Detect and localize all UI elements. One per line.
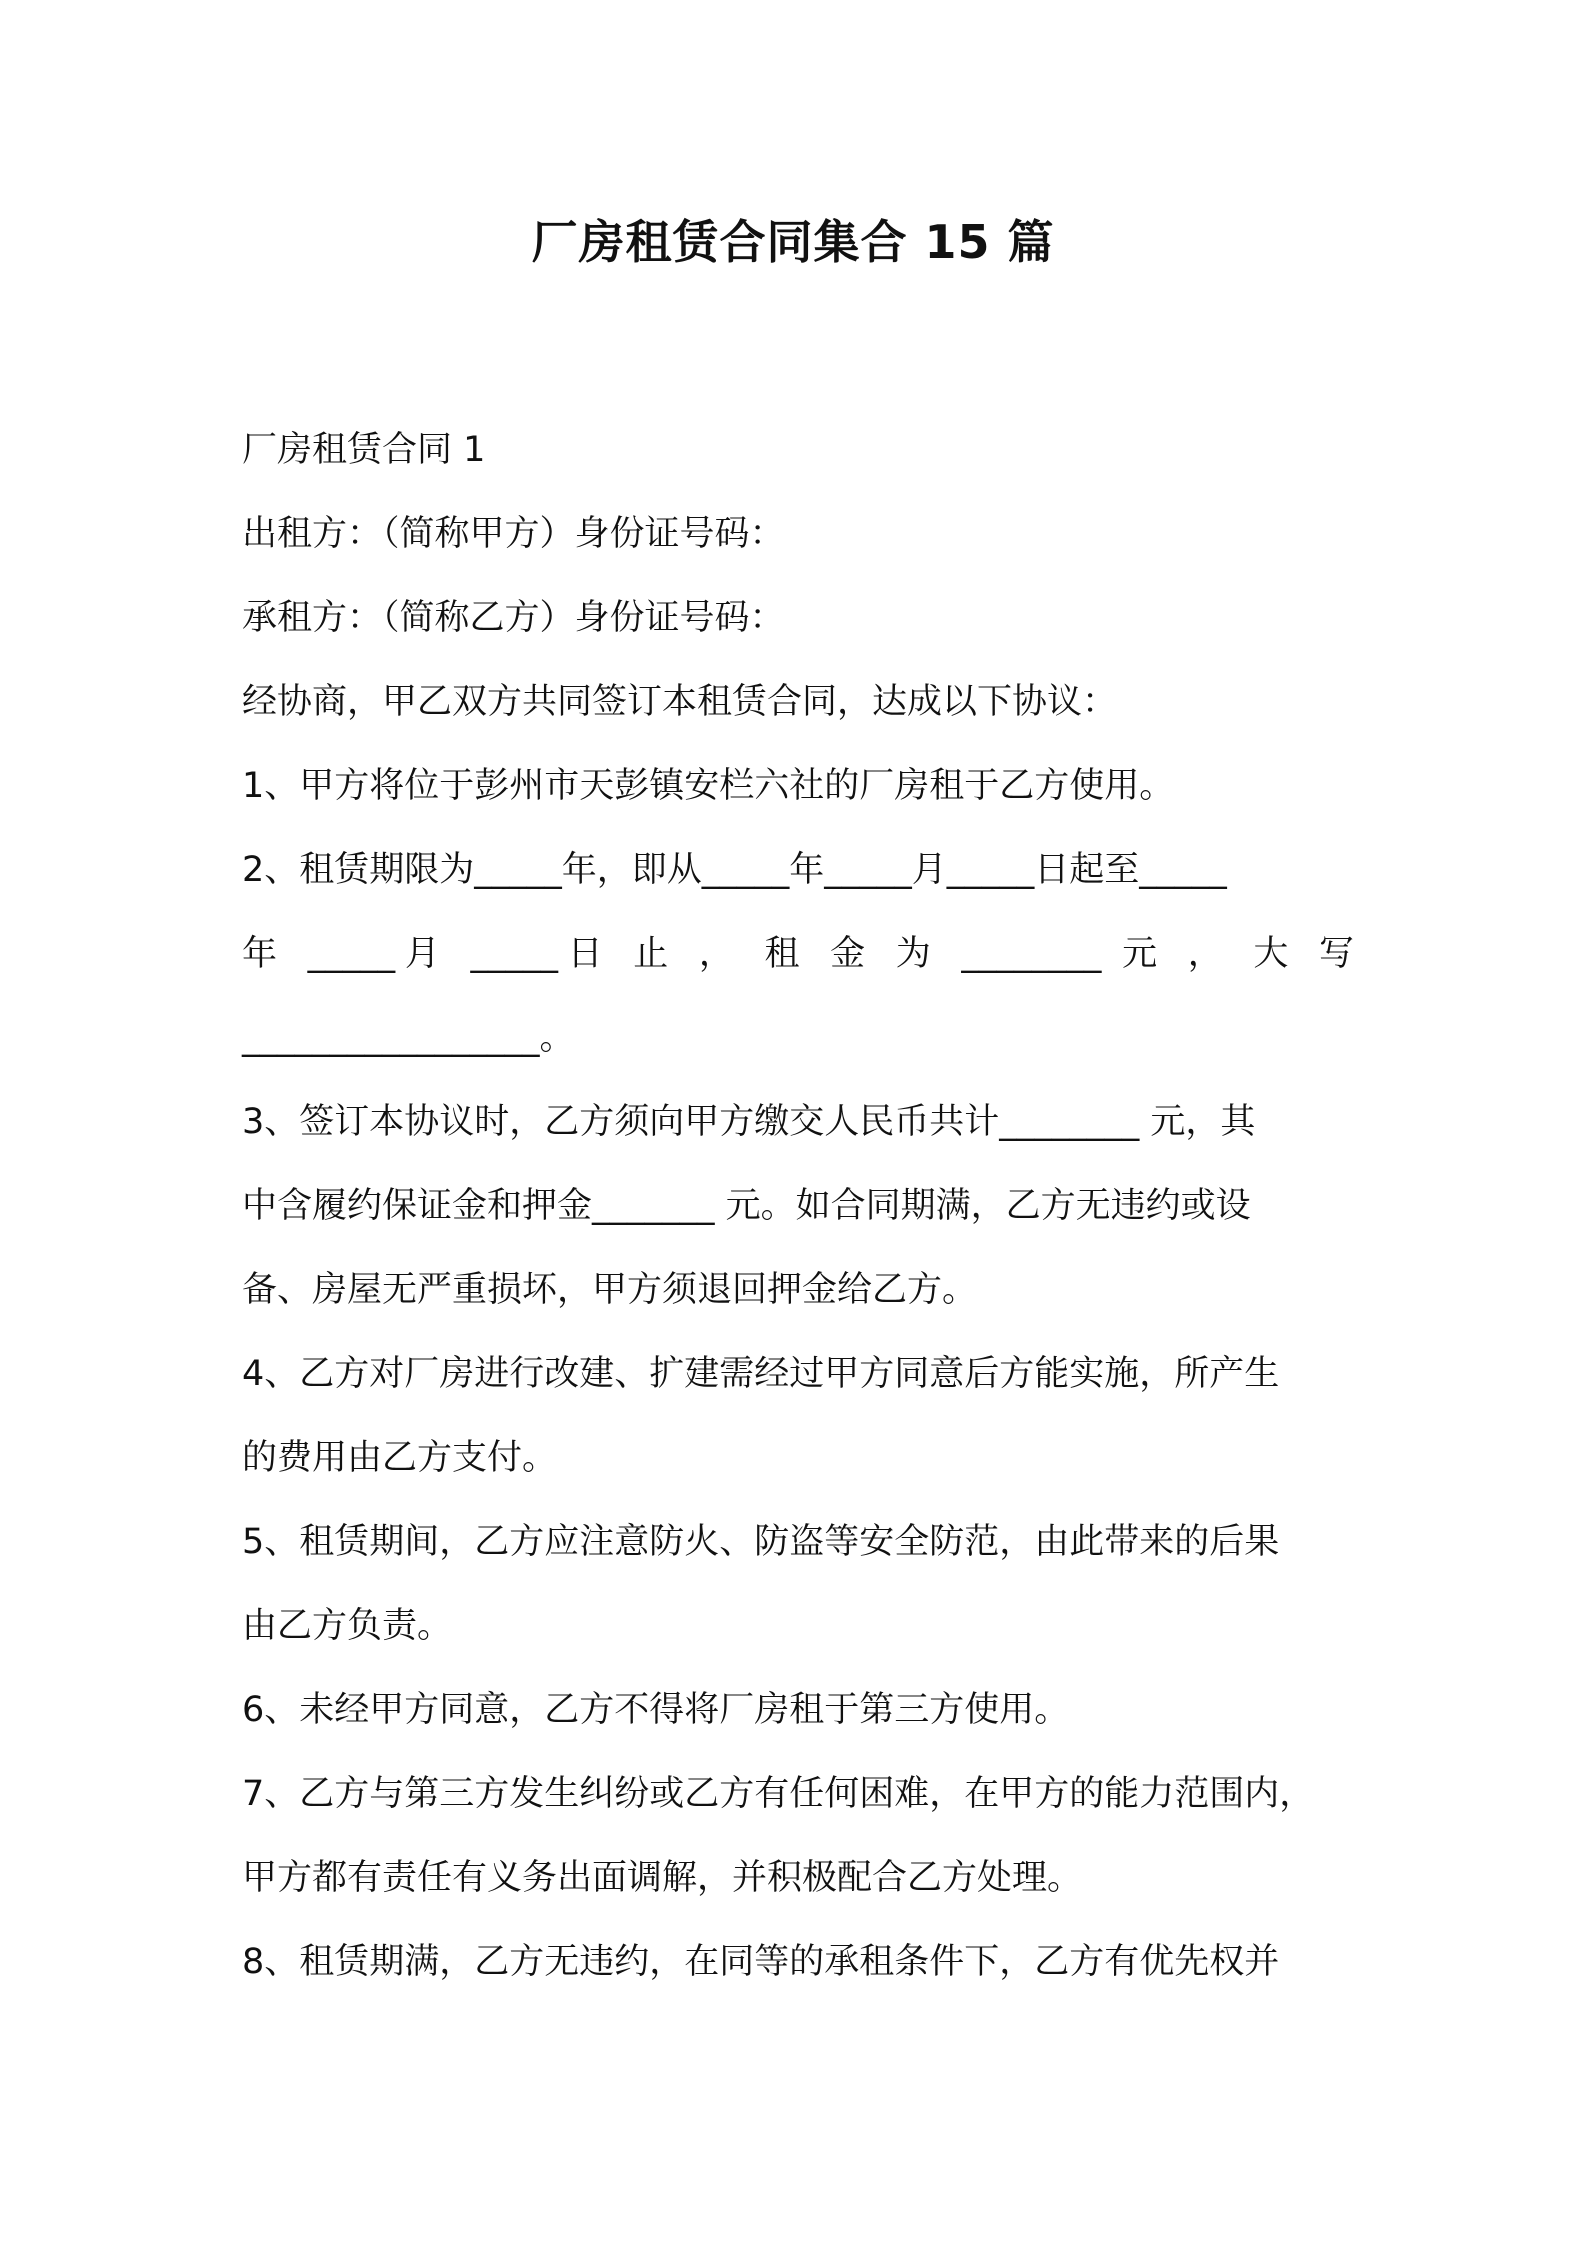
clause-7-line-1: 7、乙方与第三方发生纠纷或乙方有任何困难，在甲方的能力范围内， [242, 1774, 1315, 1814]
clause-3-line-1: 3、签订本协议时，乙方须向甲方缴交人民币共计________ 元，其 [242, 1102, 1256, 1142]
lessee-line: 承租方：（简称乙方）身份证号码： [242, 598, 785, 638]
document-body [242, 408, 1354, 2004]
clause-5-line-2: 由乙方负责。 [242, 1606, 453, 1646]
document-title: 厂房租赁合同集合 15 篇 [531, 215, 1055, 269]
clause-1: 1、甲方将位于彭州市天彭镇安栏六社的厂房租于乙方使用。 [242, 766, 1175, 806]
clause-5-line-1: 5、租赁期间，乙方应注意防火、防盗等安全防范，由此带来的后果 [242, 1522, 1280, 1562]
clause-3-line-2: 中含履约保证金和押金_______ 元。如合同期满，乙方无违约或设 [242, 1186, 1251, 1226]
clause-4-line-1: 4、乙方对厂房进行改建、扩建需经过甲方同意后方能实施，所产生 [242, 1354, 1280, 1394]
clause-2-line-2: 年 _____月 _____日 止 ， 租 金 为 ________ 元 ， 大 写 [242, 934, 1354, 974]
clause-2-line-3: _________________。 [242, 1018, 575, 1058]
lessor-line: 出租方：（简称甲方）身份证号码： [242, 514, 785, 554]
clause-8-line-1: 8、租赁期满，乙方无违约，在同等的承租条件下，乙方有优先权并 [242, 1942, 1280, 1982]
clause-7-line-2: 甲方都有责任有义务出面调解，并积极配合乙方处理。 [242, 1858, 1083, 1898]
clause-2-line-1: 2、租赁期限为_____年，即从_____年_____月_____日起至_____ [242, 850, 1227, 890]
clause-4-line-2: 的费用由乙方支付。 [242, 1438, 558, 1478]
clause-3-line-3: 备、房屋无严重损坏，甲方须退回押金给乙方。 [242, 1270, 978, 1310]
clause-6: 6、未经甲方同意，乙方不得将厂房租于第三方使用。 [242, 1690, 1070, 1730]
agreement-intro: 经协商，甲乙双方共同签订本租赁合同，达成以下协议： [242, 682, 1118, 722]
contract-heading: 厂房租赁合同 1 [242, 430, 486, 470]
